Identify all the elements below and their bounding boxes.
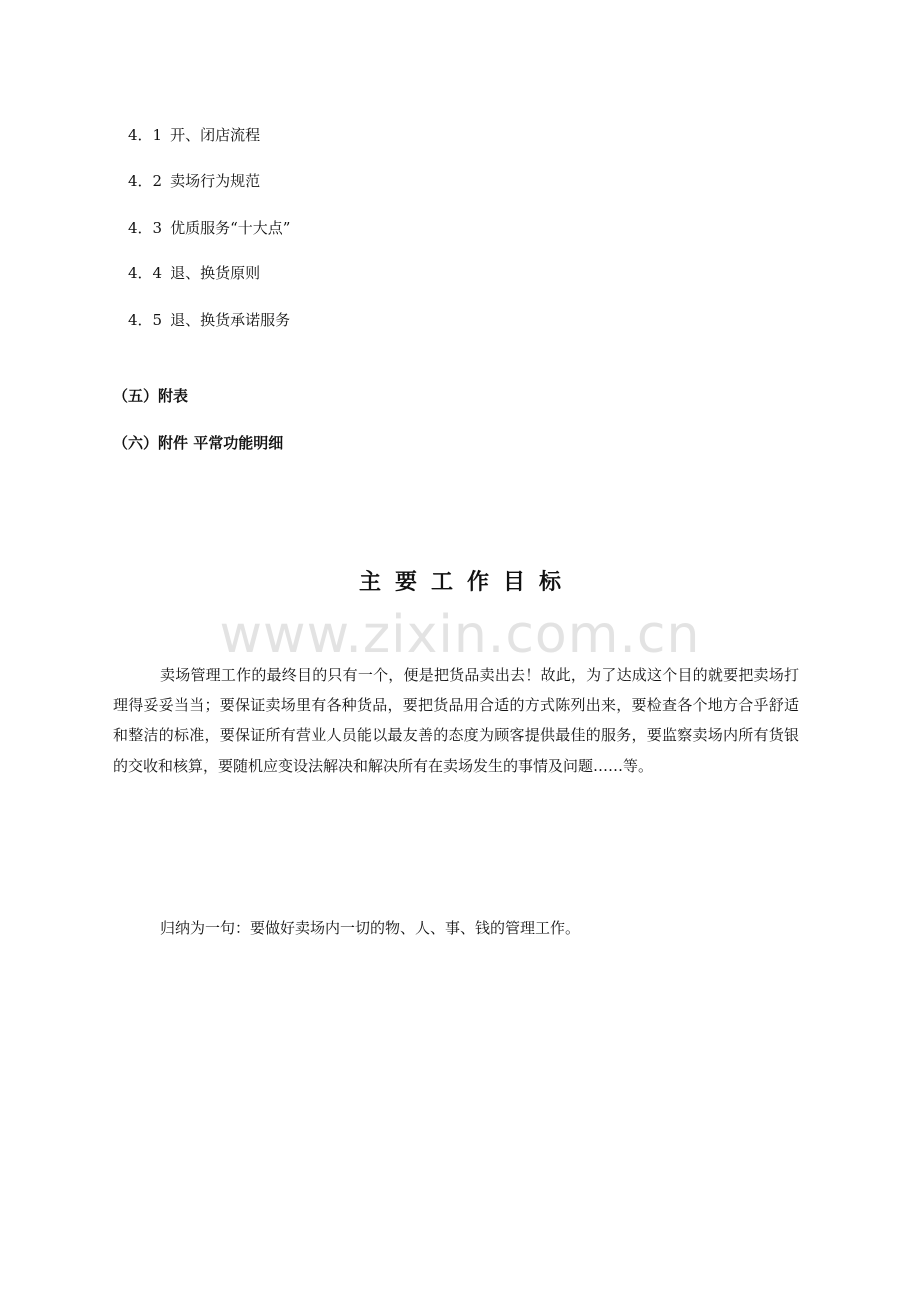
toc-item-4-3 — [128, 218, 290, 238]
toc-item-4-1 — [128, 125, 260, 145]
body-paragraph: 卖场管理工作的最终目的只有一个，便是把货品卖出去！故此，为了达成这个目的就要把卖场打理得妥妥当当；要保证卖场里有各种货品，要把货品用合适的方式陈列出来，要检查各个地方合乎舒适和整洁的标准，要保证所有营业人员能以最友善的态度为顾客提供最佳的服务，要监察卖场内所有货银的交收和核算，要随机应变设法解决和解决所有在卖场发生的事情及问题……等。 — [113, 666, 799, 775]
toc-number: 4．3 — [128, 219, 163, 237]
section-heading-attachment: （六）附件 平常功能明细 — [113, 434, 284, 452]
toc-number: 4．5 — [128, 311, 163, 329]
toc-number: 4．4 — [128, 264, 163, 282]
toc-item-4-4 — [128, 263, 260, 283]
toc-item-4-5 — [128, 310, 290, 330]
page-title: 主要工作目标 — [358, 570, 575, 595]
toc-item-4-2 — [128, 171, 260, 191]
watermark: www.zixin.com.cn — [219, 605, 701, 665]
toc-text: 退、换货承诺服务 — [170, 311, 291, 329]
toc-text: 退、换货原则 — [170, 264, 261, 282]
toc-text: 开、闭店流程 — [170, 126, 261, 144]
toc-number: 4．1 — [128, 126, 163, 144]
toc-text: 卖场行为规范 — [170, 172, 261, 190]
summary-paragraph: 归纳为一句：要做好卖场内一切的物、人、事、钱的管理工作。 — [160, 919, 581, 937]
section-heading-appendix-tables: （五）附表 — [113, 387, 189, 405]
toc-number: 4．2 — [128, 172, 163, 190]
toc-text: 优质服务“十大点” — [170, 219, 291, 237]
